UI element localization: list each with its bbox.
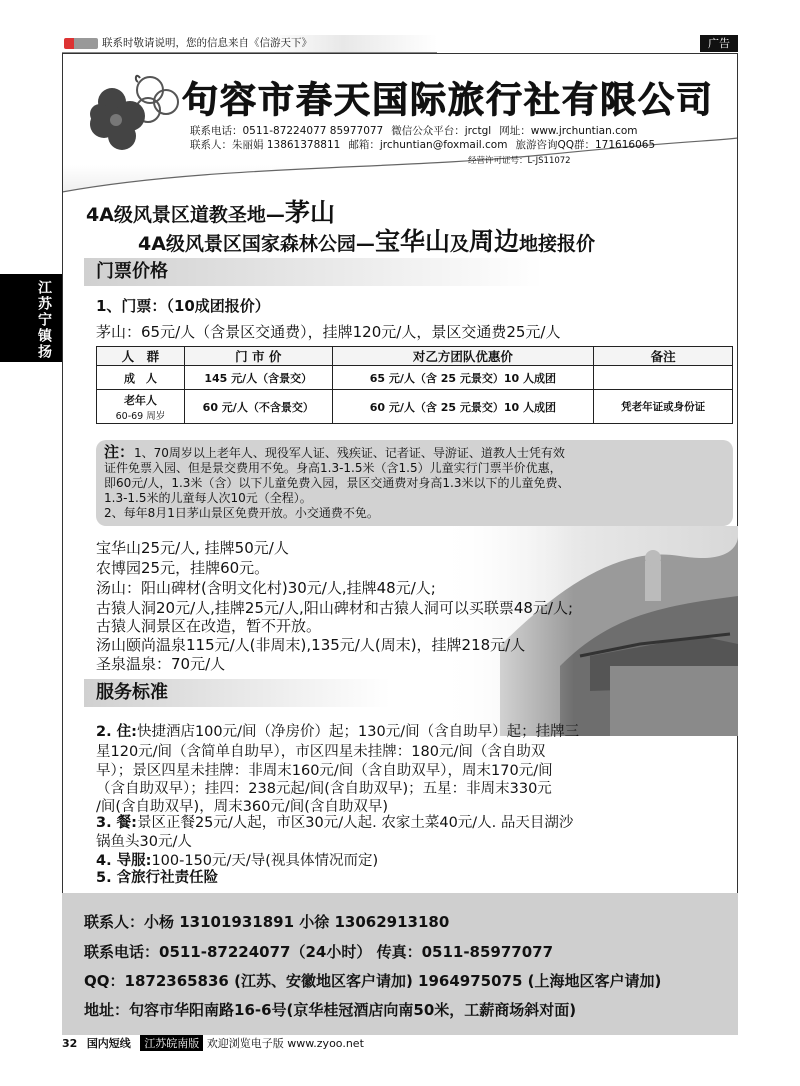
note-label: 注： <box>104 443 135 461</box>
ticket-note-text: 注：1、70周岁以上老年人、现役军人证、残疾证、记者证、导游证、道教人士凭有效 证件免票入园、但是景交费用不免。身高1.3-1.5米（含1.5）儿童实行门票半价优惠， 即60元/人，1.3米（含）以下儿童免费入园，景区交通费对身高1.3米以下的儿童免费、 1.3-1.5米的儿童每人次10元（全程）。 2、每年8月1日茅山景区免费开放。小交通费不免。 <box>104 443 570 520</box>
table-header-row <box>97 347 733 366</box>
ad-tag: 广告 <box>700 35 738 52</box>
footer-section: 国内短线 <box>86 1037 131 1050</box>
table-cell-retail: 145 元/人（含景交） <box>184 366 332 390</box>
ticket-item-title: 1、门票：（10成团报价） <box>96 297 270 315</box>
table-header: 门 市 价 <box>184 347 332 366</box>
company-qq-group: 旅游咨询QQ群：171616065 <box>515 139 656 151</box>
table-header: 对乙方团队优惠价 <box>332 347 594 366</box>
company-email[interactable]: 邮箱：jrchuntian@foxmail.com <box>348 139 508 151</box>
company-wechat: 微信公众平台：jrctgl <box>391 125 492 137</box>
business-license: 经营许可证号：L-JS11072 <box>468 156 571 166</box>
table-cell-discount: 65 元/人（含 25 元景交）10 人成团 <box>332 366 594 390</box>
service-line: 锅鱼头30元/人 <box>96 834 192 850</box>
page-number: 32 <box>62 1037 78 1050</box>
table-row <box>97 366 733 390</box>
table-cell-group: 老年人 60-69 周岁 <box>97 390 185 424</box>
footer-edition: 江苏皖南版 <box>140 1035 203 1051</box>
company-name: 句容市春天国际旅行社有限公司 <box>182 80 715 121</box>
contact-address: 地址：句容市华阳南路16-6号(京华桂冠酒店向南50米，工薪商场斜对面) <box>84 1001 577 1019</box>
footer-promo[interactable]: 欢迎浏览电子版 www.zyoo.net <box>206 1037 364 1050</box>
region-label: 江苏宁镇扬 <box>36 280 52 360</box>
table-header: 备注 <box>594 347 733 366</box>
ticket-price-table <box>96 346 733 424</box>
table-cell-discount: 60 元/人（含 25 元景交）10 人成团 <box>332 390 594 424</box>
headline-maoshan: 4A级风景区道教圣地—茅山 <box>86 198 335 227</box>
maoshan-price: 茅山：65元/人（含景区交通费），挂牌120元/人，景区交通费25元/人 <box>96 323 561 341</box>
contact-qq: QQ：1872365836 (江苏、安徽地区客户请加) 1964975075 (上海地区客户请加) <box>84 972 662 990</box>
page-footer <box>62 1035 364 1051</box>
table-cell-remark: 凭老年证或身份证 <box>594 390 733 424</box>
source-notice-strip <box>62 35 437 53</box>
company-phone: 联系电话：0511-87224077 85977077 <box>190 125 384 137</box>
service-line: /间(含自助双早)，周末360元/间(含自助双早) <box>96 799 389 815</box>
service-line: 2. 住:快捷酒店100元/间（净房价）起；130元/间（含自助早）起；挂牌三 <box>96 724 580 740</box>
region-side-tab <box>0 274 62 362</box>
service-line: 星120元/间（含简单自助早），市区四星未挂牌：180元/间（含自助双 <box>96 744 546 760</box>
service-line: 早）；景区四星未挂牌：非周末160元/间（含自助双早），周末170元/间 <box>96 763 553 779</box>
table-row <box>97 390 733 424</box>
attraction-line: 汤山：阳山碑材(含明文化村)30元/人,挂牌48元/人; <box>96 579 436 597</box>
attraction-line: 宝华山25元/人, 挂牌50元/人 <box>96 539 289 557</box>
service-line: 4. 导服:100-150元/天/导(视具体情况而定) <box>96 853 379 869</box>
service-line: 3. 餐:景区正餐25元/人起，市区30元/人起. 农家土菜40元/人. 品天目湖沙 <box>96 815 574 831</box>
company-contact-person: 联系人：朱丽娟 13861378811 <box>190 139 341 151</box>
attraction-line: 汤山颐尚温泉115元/人(非周末),135元/人(周末)，挂牌218元/人 <box>96 636 526 654</box>
attraction-line: 古猿人洞景区在改造，暂不开放。 <box>96 617 322 635</box>
company-website[interactable]: 网址：www.jrchuntian.com <box>499 125 638 137</box>
ticket-section-header <box>84 258 624 286</box>
service-section-title: 服务标准 <box>96 682 168 703</box>
service-line: 5. 含旅行社责任险 <box>96 870 219 886</box>
table-cell-retail: 60 元/人（不含景交） <box>184 390 332 424</box>
table-cell-remark <box>594 366 733 390</box>
mountain-temple-photo <box>440 526 738 736</box>
source-notice: 联系时敬请说明，您的信息来自《信游天下》 <box>102 37 312 49</box>
contact-phone-fax: 联系电话：0511-87224077（24小时） 传真：0511-85977077 <box>84 943 554 961</box>
service-section-header <box>84 679 444 707</box>
ticket-section-title: 门票价格 <box>96 261 168 282</box>
attraction-line: 古猿人洞20元/人,挂牌25元/人,阳山碑材和古猿人洞可以买联票48元/人; <box>96 599 574 617</box>
attraction-line: 圣泉温泉：70元/人 <box>96 655 226 673</box>
publication-logo-icon <box>64 38 98 49</box>
service-line: （含自助双早）；挂四：238元起/间(含自助双早)；五星：非周末330元 <box>96 781 552 797</box>
headline-baohuashan: 4A级风景区国家森林公园—宝华山及周边地接报价 <box>138 227 595 256</box>
contact-persons: 联系人：小杨 13101931891 小徐 13062913180 <box>84 913 450 931</box>
attraction-line: 农博园25元，挂牌60元。 <box>96 559 270 577</box>
table-header: 人 群 <box>97 347 185 366</box>
table-cell-group: 成 人 <box>97 366 185 390</box>
